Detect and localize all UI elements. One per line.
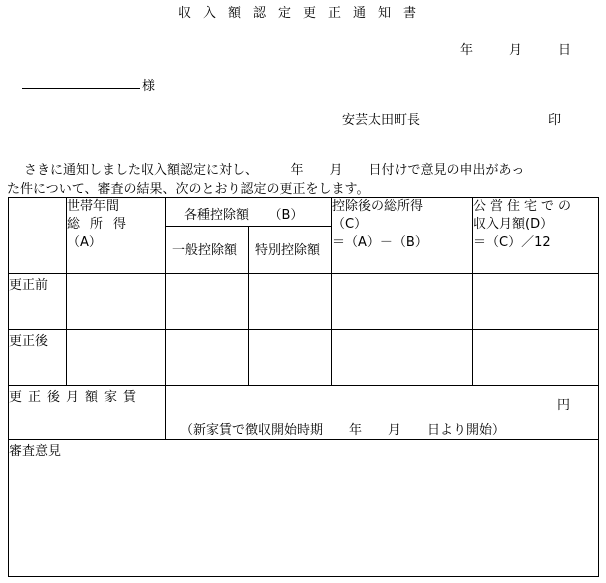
header-annual-income (67, 198, 166, 274)
date-month: 月 (509, 43, 523, 58)
header-income-after-deduction (332, 198, 473, 274)
header-monthly-income (473, 198, 599, 274)
rent-start-note: （新家賃で徴収開始時期 年 月 日より開始） (180, 423, 506, 438)
before-general-deduction-cell[interactable] (166, 274, 249, 330)
header-deductions: 各種控除額 （B） (166, 198, 332, 227)
header-empty-cell (9, 198, 67, 274)
before-income-after-cell[interactable] (332, 274, 473, 330)
header-monthly-line1: 公営住宅での (473, 199, 576, 214)
issuer-name: 安芸太田町長 (342, 113, 421, 128)
after-special-deduction-cell[interactable] (249, 330, 332, 386)
date-year: 年 (460, 43, 474, 58)
before-monthly-income-cell[interactable] (473, 274, 599, 330)
header-after-line3: ＝（A）－（B） (332, 235, 428, 250)
date-line (460, 39, 571, 58)
yen-unit: 円 (557, 398, 571, 413)
rent-label (9, 386, 166, 440)
date-day: 日 (558, 43, 572, 58)
recipient-name-line (22, 88, 140, 89)
header-monthly-line2: 収入月額(D） (473, 217, 554, 232)
intro-line-2: た件について、審査の結果、次のとおり認定の更正をします。 (7, 182, 370, 197)
correction-table (8, 197, 599, 577)
rent-value-cell[interactable] (166, 386, 599, 440)
seal-mark: 印 (548, 113, 562, 128)
header-monthly-line3: ＝（C）／12 (473, 235, 551, 250)
document-title: 収入額認定更正通知書 (177, 6, 428, 21)
header-after-line2: （C） (332, 217, 368, 232)
header-annual-income-line3: （A） (67, 235, 102, 250)
review-opinion-cell[interactable] (9, 440, 599, 577)
intro-line-1: さきに通知しました収入額認定に対し、 年 月 日付けで意見の申出があっ (24, 163, 525, 178)
row-label-before: 更正前 (9, 274, 67, 330)
after-general-deduction-cell[interactable] (166, 330, 249, 386)
row-label-after: 更正後 (9, 330, 67, 386)
header-annual-income-line1: 世帯年間 (67, 199, 120, 214)
after-monthly-income-cell[interactable] (473, 330, 599, 386)
before-income-cell[interactable] (67, 274, 166, 330)
recipient-suffix: 様 (142, 79, 156, 94)
before-special-deduction-cell[interactable] (249, 274, 332, 330)
header-after-line1: 控除後の総所得 (332, 199, 424, 214)
after-income-cell[interactable] (67, 330, 166, 386)
header-annual-income-line2: 総所得 (67, 217, 137, 232)
header-special-deduction: 特別控除額 (249, 227, 332, 274)
header-general-deduction: 一般控除額 (166, 227, 249, 274)
rent-label-text: 更正後月額家賃 (9, 390, 143, 405)
after-income-after-cell[interactable] (332, 330, 473, 386)
review-label: 審査意見 (9, 444, 62, 459)
